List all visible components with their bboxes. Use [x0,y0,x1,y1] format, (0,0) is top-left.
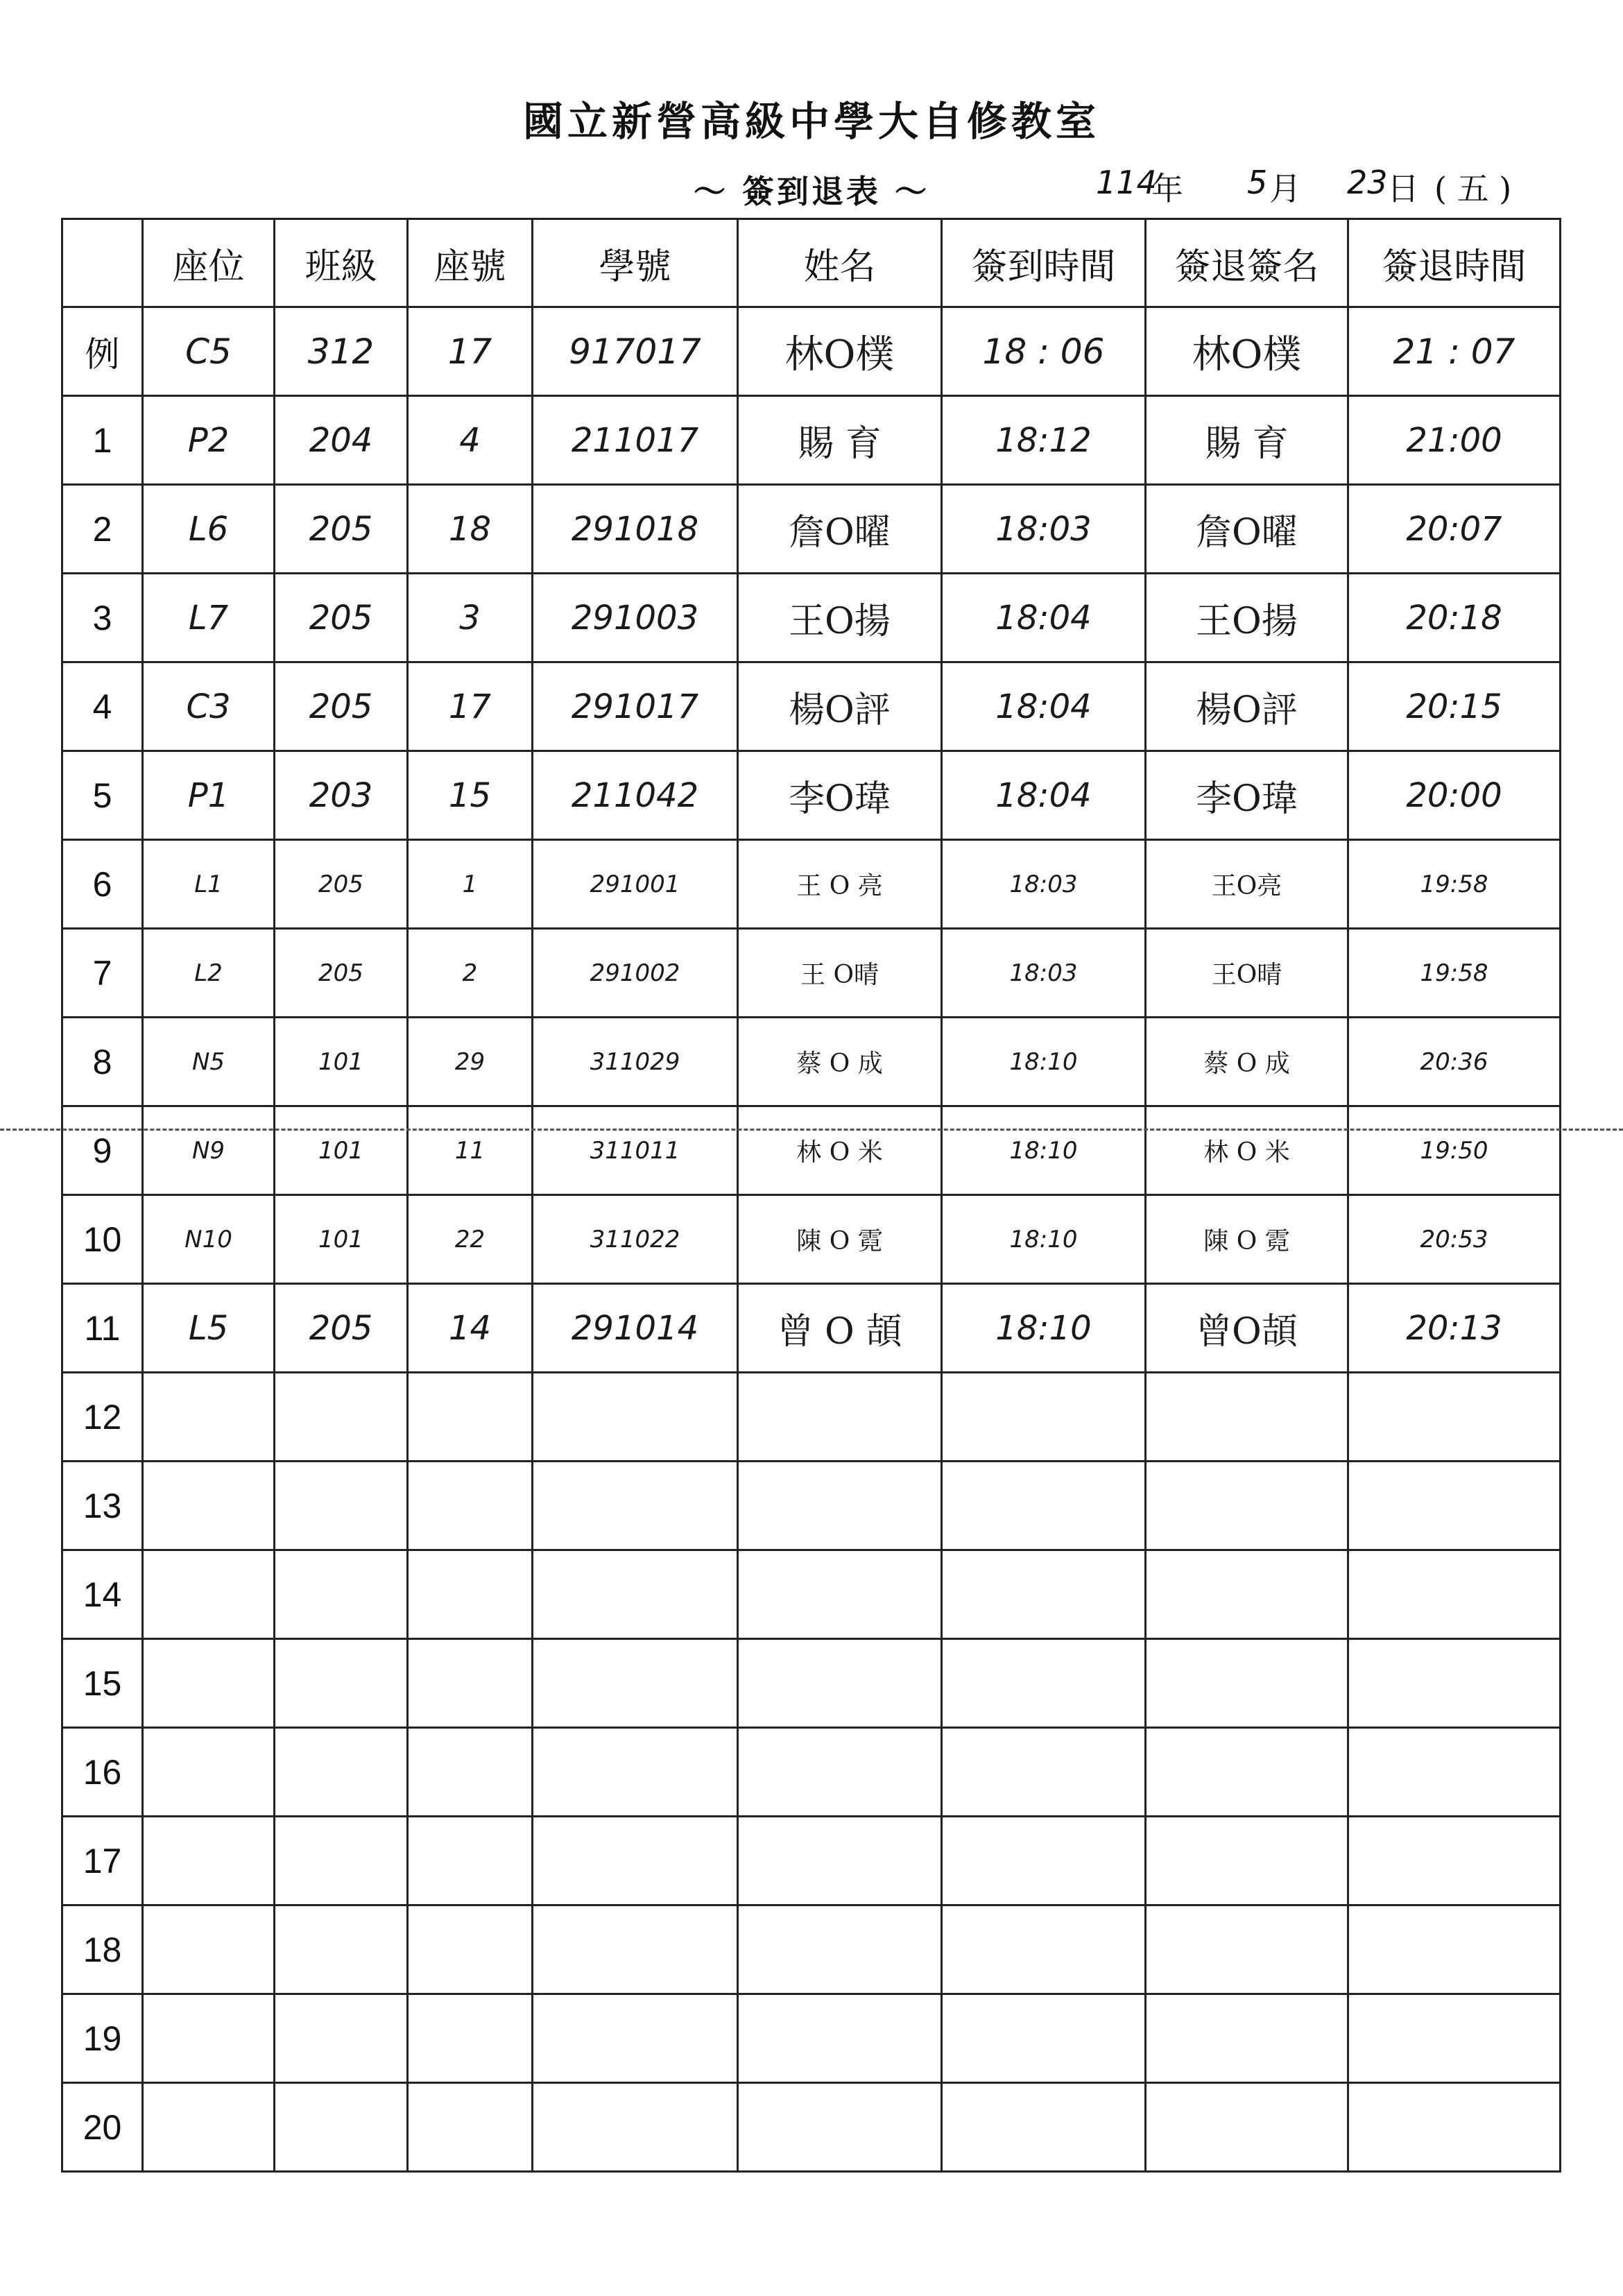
table-row [62,2083,1561,2172]
signout-signature-cell [1146,1905,1348,1994]
table-row [62,1550,1561,1639]
name-cell: 林O樸 [738,307,942,396]
table-row [62,929,1561,1018]
name-cell: 王 O晴 [738,929,942,1018]
checkout-time-cell [1348,1639,1561,1728]
student-id-cell: 311022 [533,1195,738,1284]
row-index: 10 [62,1195,143,1284]
seat-number-cell: 15 [408,751,533,840]
checkin-time-cell [942,1639,1146,1728]
name-cell [738,2083,942,2172]
student-id-cell [533,1905,738,1994]
table-row [62,1018,1561,1106]
signout-signature-cell: 王O揚 [1146,574,1348,662]
example-row [62,307,1561,396]
checkin-time-cell [942,1728,1146,1817]
checkout-time-cell [1348,1462,1561,1550]
row-index: 7 [62,929,143,1018]
dashed-strike-line [0,1129,1623,1131]
signout-signature-cell [1146,1639,1348,1728]
header-index [62,219,143,307]
header-seat-number: 座號 [408,219,533,307]
checkin-time-cell: 18:10 [942,1195,1146,1284]
row-index: 13 [62,1462,143,1550]
seat-cell [143,1373,275,1462]
checkout-time-cell: 20:15 [1348,662,1561,751]
signout-signature-cell: 林 O 米 [1146,1106,1348,1195]
name-cell [738,1550,942,1639]
checkout-time-cell: 20:07 [1348,485,1561,574]
seat-number-cell [408,1817,533,1905]
checkin-time-cell: 18 : 06 [942,307,1146,396]
seat-number-cell: 18 [408,485,533,574]
row-index: 6 [62,840,143,929]
checkin-time-cell: 18:04 [942,662,1146,751]
seat-cell [143,1817,275,1905]
date-day-unit: 日 [1387,170,1419,207]
name-cell: 楊O評 [738,662,942,751]
seat-number-cell: 1 [408,840,533,929]
seat-number-cell: 4 [408,396,533,485]
checkout-time-cell [1348,1550,1561,1639]
class-cell: 205 [275,574,408,662]
row-index: 9 [62,1106,143,1195]
table-row [62,840,1561,929]
date-year: 114 [1096,164,1157,201]
seat-cell: L6 [143,485,275,574]
class-cell: 204 [275,396,408,485]
name-cell [738,1905,942,1994]
seat-cell: N9 [143,1106,275,1195]
table-row [62,1373,1561,1462]
table-row [62,1284,1561,1373]
seat-cell [143,1905,275,1994]
class-cell [275,2083,408,2172]
checkout-time-cell [1348,1373,1561,1462]
table-row [62,574,1561,662]
seat-cell: N5 [143,1018,275,1106]
student-id-cell [533,1373,738,1462]
class-cell [275,1550,408,1639]
class-cell: 205 [275,929,408,1018]
checkin-time-cell: 18:04 [942,751,1146,840]
table-row [62,485,1561,574]
row-index: 14 [62,1550,143,1639]
sign-in-table [61,218,1561,2173]
checkout-time-cell: 20:00 [1348,751,1561,840]
table-row [62,1462,1561,1550]
class-cell: 101 [275,1106,408,1195]
checkin-time-cell [942,1994,1146,2083]
header-class: 班級 [275,219,408,307]
checkin-time-cell: 18:04 [942,574,1146,662]
seat-number-cell [408,1462,533,1550]
row-index: 15 [62,1639,143,1728]
class-cell: 101 [275,1018,408,1106]
checkin-time-cell [942,1550,1146,1639]
class-cell: 205 [275,485,408,574]
signout-signature-cell [1146,1728,1348,1817]
checkout-time-cell [1348,2083,1561,2172]
checkin-time-cell [942,1373,1146,1462]
checkout-time-cell: 21 : 07 [1348,307,1561,396]
class-cell: 205 [275,662,408,751]
row-index: 17 [62,1817,143,1905]
signout-signature-cell: 曾O頡 [1146,1284,1348,1373]
student-id-cell: 291014 [533,1284,738,1373]
seat-cell: C5 [143,307,275,396]
class-cell [275,1994,408,2083]
checkout-time-cell: 19:58 [1348,929,1561,1018]
checkin-time-cell: 18:03 [942,485,1146,574]
header-signout-signature: 簽退簽名 [1146,219,1348,307]
table-row [62,396,1561,485]
table-row [62,662,1561,751]
checkin-time-cell: 18:10 [942,1018,1146,1106]
seat-number-cell [408,1994,533,2083]
header-checkout-time: 簽退時間 [1348,219,1561,307]
table-row [62,1817,1561,1905]
checkout-time-cell: 20:18 [1348,574,1561,662]
header-seat: 座位 [143,219,275,307]
row-index: 8 [62,1018,143,1106]
date-day: 23 [1347,164,1388,201]
student-id-cell: 211017 [533,396,738,485]
seat-number-cell: 11 [408,1106,533,1195]
name-cell: 李O瑋 [738,751,942,840]
checkout-time-cell: 20:53 [1348,1195,1561,1284]
table-row [62,1639,1561,1728]
seat-number-cell: 22 [408,1195,533,1284]
seat-cell: L2 [143,929,275,1018]
row-index: 例 [62,307,143,396]
name-cell: 王O揚 [738,574,942,662]
student-id-cell: 917017 [533,307,738,396]
student-id-cell: 211042 [533,751,738,840]
row-index: 1 [62,396,143,485]
row-index: 4 [62,662,143,751]
seat-cell: L1 [143,840,275,929]
table-row [62,1994,1561,2083]
student-id-cell: 311011 [533,1106,738,1195]
document-title: 國立新營高級中學大自修教室 [522,98,1100,145]
seat-cell [143,1994,275,2083]
name-cell [738,1817,942,1905]
row-index: 3 [62,574,143,662]
table-row [62,1106,1561,1195]
table-row [62,1905,1561,1994]
class-cell [275,1905,408,1994]
name-cell [738,1994,942,2083]
checkin-time-cell: 18:12 [942,396,1146,485]
seat-number-cell [408,1728,533,1817]
table-row [62,751,1561,840]
class-cell [275,1639,408,1728]
table-header-row [62,219,1561,307]
checkin-time-cell [942,1905,1146,1994]
checkin-time-cell: 18:03 [942,929,1146,1018]
seat-number-cell: 17 [408,307,533,396]
checkout-time-cell: 19:50 [1348,1106,1561,1195]
signout-signature-cell [1146,1373,1348,1462]
seat-cell: N10 [143,1195,275,1284]
seat-cell: L5 [143,1284,275,1373]
seat-cell [143,2083,275,2172]
checkin-time-cell [942,2083,1146,2172]
name-cell [738,1462,942,1550]
signout-signature-cell: 賜 育 [1146,396,1348,485]
class-cell [275,1817,408,1905]
row-index: 5 [62,751,143,840]
signout-signature-cell [1146,1462,1348,1550]
signout-signature-cell: 蔡 O 成 [1146,1018,1348,1106]
row-index: 11 [62,1284,143,1373]
checkin-time-cell: 18:10 [942,1284,1146,1373]
name-cell [738,1639,942,1728]
table-row [62,1195,1561,1284]
class-cell [275,1373,408,1462]
name-cell: 林 O 米 [738,1106,942,1195]
student-id-cell [533,1994,738,2083]
student-id-cell: 291003 [533,574,738,662]
row-index: 2 [62,485,143,574]
class-cell: 205 [275,1284,408,1373]
signout-signature-cell [1146,1994,1348,2083]
signout-signature-cell: 李O瑋 [1146,751,1348,840]
name-cell [738,1728,942,1817]
class-cell [275,1728,408,1817]
checkout-time-cell [1348,1905,1561,1994]
seat-number-cell: 3 [408,574,533,662]
student-id-cell [533,1817,738,1905]
seat-number-cell [408,1905,533,1994]
class-cell: 203 [275,751,408,840]
date-weekday: ( 五 ) [1434,170,1512,207]
checkout-time-cell: 20:36 [1348,1018,1561,1106]
name-cell: 蔡 O 成 [738,1018,942,1106]
student-id-cell: 291017 [533,662,738,751]
name-cell: 王 O 亮 [738,840,942,929]
student-id-cell: 311029 [533,1018,738,1106]
row-index: 20 [62,2083,143,2172]
seat-number-cell: 2 [408,929,533,1018]
signout-signature-cell: 陳 O 霓 [1146,1195,1348,1284]
seat-number-cell: 14 [408,1284,533,1373]
seat-number-cell: 17 [408,662,533,751]
checkin-time-cell: 18:03 [942,840,1146,929]
checkout-time-cell [1348,1994,1561,2083]
date-month-unit: 月 [1269,170,1301,207]
student-id-cell [533,2083,738,2172]
seat-number-cell: 29 [408,1018,533,1106]
student-id-cell [533,1462,738,1550]
seat-number-cell [408,2083,533,2172]
class-cell: 312 [275,307,408,396]
header-student-id: 學號 [533,219,738,307]
seat-cell [143,1728,275,1817]
student-id-cell [533,1639,738,1728]
seat-cell: C3 [143,662,275,751]
name-cell: 陳 O 霓 [738,1195,942,1284]
name-cell: 曾 O 頡 [738,1284,942,1373]
class-cell: 101 [275,1195,408,1284]
seat-cell: L7 [143,574,275,662]
checkin-time-cell: 18:10 [942,1106,1146,1195]
row-index: 16 [62,1728,143,1817]
signout-signature-cell: 林O樸 [1146,307,1348,396]
row-index: 19 [62,1994,143,2083]
row-index: 12 [62,1373,143,1462]
seat-cell [143,1550,275,1639]
checkin-time-cell [942,1462,1146,1550]
signout-signature-cell [1146,2083,1348,2172]
date-year-unit: 年 [1151,170,1183,207]
checkout-time-cell: 19:58 [1348,840,1561,929]
seat-cell [143,1462,275,1550]
checkout-time-cell [1348,1817,1561,1905]
seat-number-cell [408,1550,533,1639]
class-cell [275,1462,408,1550]
name-cell: 詹O曜 [738,485,942,574]
student-id-cell: 291002 [533,929,738,1018]
student-id-cell [533,1728,738,1817]
checkout-time-cell: 21:00 [1348,396,1561,485]
seat-cell: P2 [143,396,275,485]
signout-signature-cell [1146,1550,1348,1639]
checkin-time-cell [942,1817,1146,1905]
student-id-cell: 291001 [533,840,738,929]
document-subtitle: ～ 簽到退表 ～ [694,173,930,210]
checkout-time-cell [1348,1728,1561,1817]
table-row [62,1728,1561,1817]
student-id-cell: 291018 [533,485,738,574]
signout-signature-cell [1146,1817,1348,1905]
seat-cell: P1 [143,751,275,840]
seat-number-cell [408,1639,533,1728]
class-cell: 205 [275,840,408,929]
header-name: 姓名 [738,219,942,307]
name-cell [738,1373,942,1462]
row-index: 18 [62,1905,143,1994]
signout-signature-cell: 王O亮 [1146,840,1348,929]
seat-cell [143,1639,275,1728]
name-cell: 賜 育 [738,396,942,485]
student-id-cell [533,1550,738,1639]
signout-signature-cell: 詹O曜 [1146,485,1348,574]
header-checkin-time: 簽到時間 [942,219,1146,307]
signout-signature-cell: 楊O評 [1146,662,1348,751]
seat-number-cell [408,1373,533,1462]
signout-signature-cell: 王O晴 [1146,929,1348,1018]
checkout-time-cell: 20:13 [1348,1284,1561,1373]
date-month: 5 [1247,164,1268,201]
